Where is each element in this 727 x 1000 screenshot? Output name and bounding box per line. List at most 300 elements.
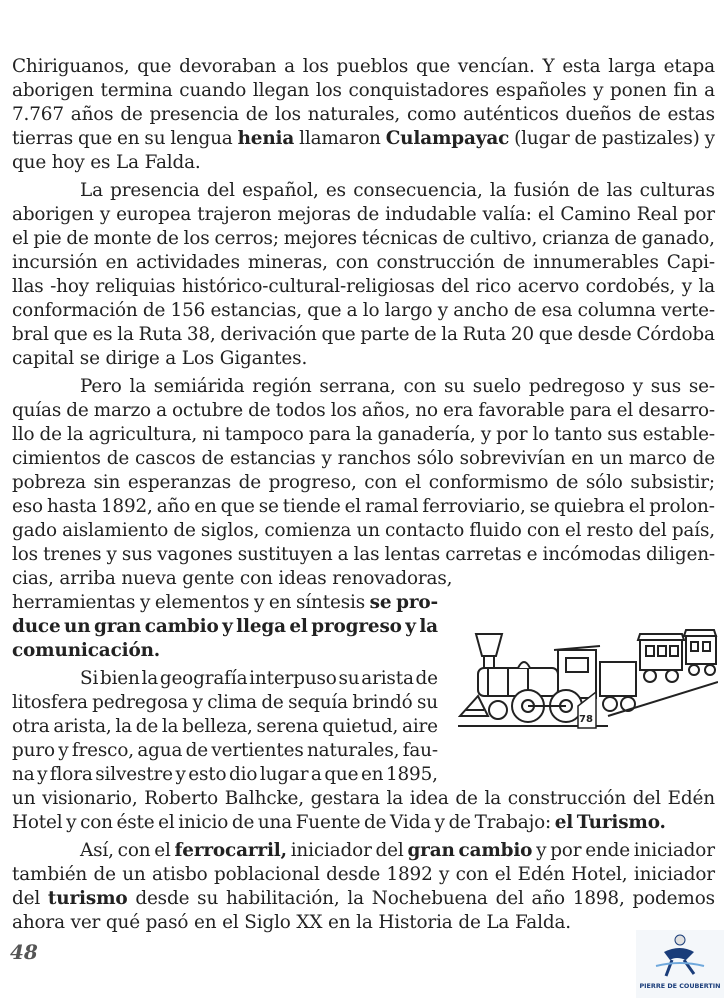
word: parte [360,324,410,345]
word: en [360,764,384,785]
word: atisbo [151,864,208,885]
word: lugar [259,764,309,785]
word: flora [49,764,93,785]
word: subsistir; [630,472,715,493]
word: a [346,300,358,321]
word: Culampayac [385,128,510,149]
word: -hoy [50,276,89,297]
word: 1892, [100,496,153,517]
word: sus [607,424,638,445]
word: un [64,616,91,637]
word: del [12,888,41,909]
word: que [78,128,113,149]
word: inicio [178,812,229,833]
word: es [325,180,346,201]
word: Edén [517,864,565,885]
word: con [117,840,151,861]
word: ni [202,424,220,445]
word: su [338,668,360,689]
word: brindó [352,692,413,713]
word: ahora ver qué pasó en el Siglo XX en la Historia de La Falda. [12,912,571,933]
word: Edén [667,788,715,809]
word: y [106,544,117,565]
word: de [66,228,89,249]
word: la [484,788,502,809]
word: Ruta [138,324,183,345]
word: del [638,520,667,541]
word: y [58,740,69,761]
word: esa [541,300,573,321]
word: vagones [157,544,233,565]
word: ganadería, [377,424,476,445]
word: llegan [252,80,310,101]
word: el [154,840,171,861]
word: Fuente [295,812,361,833]
word: y [192,692,203,713]
word: naturales, [306,740,400,761]
word: cuando [179,80,247,101]
word: cultivo, [469,228,538,249]
word: lengua [170,128,233,149]
word: y [593,80,604,101]
word: de [502,252,526,273]
word: aborigen [12,204,94,225]
word: gran [94,616,142,637]
word: silvestre [95,764,173,785]
word: de [135,716,159,737]
word: sin [93,472,121,493]
word: estancias, [210,300,302,321]
word: y [439,864,450,885]
word: Balhcke, [224,788,304,809]
text-line [80,179,715,203]
word: lo [362,300,380,321]
word: derivación [220,324,317,345]
text-line [12,495,715,519]
runner-logo-icon [636,930,724,982]
word: ponen [609,80,667,101]
word: se [369,592,392,613]
word: vertientes [211,740,304,761]
word: y [175,764,186,785]
word: consecuencia, [353,180,483,201]
word: verte- [661,300,715,321]
text-line [12,543,715,567]
word: Real [636,204,678,225]
word: en [268,592,292,613]
word: para [569,400,612,421]
word: de [448,812,471,833]
word: de [415,668,438,689]
word: como [406,104,457,125]
word: del [632,788,661,809]
text-line [12,275,715,299]
word: de [238,472,261,493]
word: de [231,812,255,833]
word: pie [33,228,62,249]
word: y [37,764,48,785]
word: fluido [469,520,522,541]
word: un [599,448,623,469]
word: un [356,520,380,541]
word: una [257,812,293,833]
word: construcción [376,252,495,273]
text-line [12,323,715,347]
word: y [681,276,692,297]
word: mejores [283,228,357,249]
word: también [12,864,88,885]
word: llo [12,424,35,445]
word: gado [12,520,57,541]
word: esperanzas [127,472,232,493]
word: bien [99,668,140,689]
word: pedregoso [528,376,625,397]
word: éste [116,812,155,833]
word: habilitación, [225,888,340,909]
word: 1898, [572,888,625,909]
word: los [315,80,342,101]
text-line [12,203,715,227]
word: que [137,56,172,77]
word: año [531,888,565,909]
word: 20 [510,324,534,345]
word: se- [688,376,715,397]
word: con [80,812,113,833]
word: Roberto [144,788,219,809]
word: del [375,840,404,861]
word: histórico-cultural-religiosas [181,276,435,297]
word: herramientas [12,592,136,613]
word: valía: [482,204,532,225]
text-line [12,763,438,787]
word: síntesis [296,592,365,613]
word: el [628,496,646,517]
word: la [117,324,134,345]
word: y [405,616,416,637]
word: cascos [134,448,196,469]
word: carretas [445,544,522,565]
word: de [106,448,130,469]
word: larga [608,56,656,77]
word: hasta [46,496,97,517]
word: Trabajo: [474,812,552,833]
word: Si [80,668,99,689]
word: las [353,544,380,565]
word: agua [137,740,183,761]
word: los [274,104,301,125]
word: esto [188,764,227,785]
word: favorable [478,400,565,421]
word: la [489,180,507,201]
text-line [12,591,438,615]
word: la [355,424,373,445]
word: geografía [159,668,248,689]
word: la [161,716,179,737]
word: crianza [542,228,610,249]
word: la [698,276,715,297]
text-line [12,399,715,423]
word: a [310,764,322,785]
word: serena [256,716,319,737]
word: na [12,764,35,785]
word: y [632,376,643,397]
word: años [70,104,114,125]
word: que [416,56,451,77]
word: el [537,204,555,225]
word: y [480,424,492,445]
text-line [12,615,438,639]
word: pastizales) [601,128,700,149]
word: pedregosa [92,692,189,713]
word: indudable [385,204,477,225]
word: prolon- [649,496,715,517]
word: quías [12,400,62,421]
word: y [321,448,332,469]
word: la [386,788,404,809]
word: reliquias [95,276,176,297]
word: comunicación. [12,640,161,661]
word: y [434,812,445,833]
word: vencían. [457,56,535,77]
word: años, [361,400,411,421]
word: estancias [229,448,316,469]
word: de [120,104,143,125]
word: a [337,544,349,565]
text-line [12,911,571,935]
word: que [220,496,255,517]
word: eso [12,496,43,517]
word: por [683,204,715,225]
word: desde [135,888,190,909]
word: a [284,56,295,77]
word: trajeron [197,204,272,225]
word: de [638,104,661,125]
word: sus [650,376,682,397]
text-line [80,375,715,399]
word: y [140,592,151,613]
word: Ruta [462,324,507,345]
word: con [364,472,398,493]
word: y [437,300,448,321]
word: de [455,788,478,809]
word: que hoy es La Falda. [12,152,201,173]
word: comienza [264,520,352,541]
word: fresco, [71,740,134,761]
word: Vida [390,812,432,833]
word: y [99,204,111,225]
word: fusión [513,180,570,201]
word: ancho [453,300,509,321]
word: europea [116,204,192,225]
text-line [80,667,438,691]
word: era [443,400,474,421]
word: Córdoba [636,324,715,345]
word: columna [577,300,656,321]
word: agricultura, [88,424,198,445]
word: de [356,204,380,225]
word: Hotel, [571,864,628,885]
word: el [494,864,512,885]
word: duce [12,616,61,637]
word: termina [100,80,173,101]
word: interpuso [249,668,337,689]
word: de [513,300,537,321]
word: Hotel [12,812,63,833]
word: ganado, [641,228,715,249]
word: su [197,888,219,909]
word: fin [673,80,698,101]
word: otra [12,716,50,737]
word: bral [12,324,49,345]
word: devoraban [179,56,277,77]
word: poblacional [213,864,320,885]
word: llamaron [299,128,381,149]
word: españoles [495,80,587,101]
text-line [12,227,715,251]
word: de [39,424,62,445]
word: se [258,496,279,517]
word: mejoras [277,204,351,225]
word: región [252,376,312,397]
word: sólo [416,448,454,469]
word: incómodas [542,544,641,565]
word: cerros; [214,228,279,249]
word: por [550,840,582,861]
text-line [12,423,715,447]
word: el [554,812,574,833]
text-line [12,471,715,495]
word: e [526,544,538,565]
word: conformismo [428,472,549,493]
word: el [564,520,582,541]
word: el [158,812,175,833]
word: semiárida [153,376,245,397]
word: con [455,864,489,885]
word: la [141,668,159,689]
word: en [117,128,140,149]
word: ramal [365,496,419,517]
word: conquistadores [348,80,489,101]
word: Pero [80,376,122,397]
text-line [12,519,715,543]
word: la [347,888,364,909]
text-line [12,299,715,323]
word: Nochebuena [371,888,488,909]
word: henia [237,128,295,149]
word: naturales, [307,104,401,125]
word: diligen- [646,544,715,565]
word: de [93,864,116,885]
word: incursión [12,252,98,273]
text-line [12,811,666,835]
word: y [66,812,77,833]
word: quiebra [553,496,625,517]
word: los [302,56,329,77]
word: y [253,592,265,613]
word: de [442,228,465,249]
word: belleza, [182,716,253,737]
word: cambio [458,840,533,861]
word: quietud, [322,716,399,737]
word: dio [229,764,258,785]
word: 1895, [385,764,438,785]
word: mineras, [247,252,328,273]
word: en [105,252,128,273]
word: llega [236,616,286,637]
word: se [529,496,550,517]
word: serrana, [319,376,396,397]
word: octubre [172,400,244,421]
text-line [12,715,438,739]
word: Chiriguanos, [12,56,130,77]
word: Así, [80,840,114,861]
word: de [364,812,387,833]
word: gestara [310,788,380,809]
word: (lugar [514,128,570,149]
word: de [66,400,89,421]
text-line [12,79,715,103]
word: arista [361,668,414,689]
word: y [222,616,233,637]
word: sólo [585,472,623,493]
word: sequía [288,692,348,713]
word: el [12,228,29,249]
word: el [289,616,308,637]
word: un [122,864,146,885]
word: pueblos [336,56,409,77]
word: un [12,788,36,809]
word: desde [577,324,632,345]
word: ferrocarril, [174,840,287,861]
word: de [261,692,284,713]
word: cambio [144,616,219,637]
word: que [324,764,359,785]
word: aborigen [12,80,94,101]
word: dueños [565,104,632,125]
word: su [443,376,465,397]
word: de [201,448,224,469]
word: suelo [472,376,522,397]
word: ende [585,840,630,861]
text-line [12,55,715,79]
word: de [173,520,196,541]
word: en [571,448,594,469]
word: desde [326,864,381,885]
word: año [156,496,191,517]
word: la [115,716,132,737]
word: de [576,180,600,201]
word: etapa [663,56,715,77]
word: marzo [93,400,151,421]
word: Capi- [666,252,715,273]
train-illustration [458,606,718,736]
word: siglos, [200,520,260,541]
word: iniciador [290,840,372,861]
word: que [321,324,356,345]
word: que [53,324,88,345]
word: estable- [642,424,715,445]
word: el [616,400,634,421]
word: capital se dirige a Los Gigantes. [12,348,308,369]
word: con [335,252,369,273]
word: lo [532,424,550,445]
word: 38, [186,324,216,345]
word: ferroviario, [422,496,526,517]
word: que [307,300,342,321]
word: presencia [149,104,239,125]
word: la [129,376,147,397]
word: ranchos [337,448,411,469]
